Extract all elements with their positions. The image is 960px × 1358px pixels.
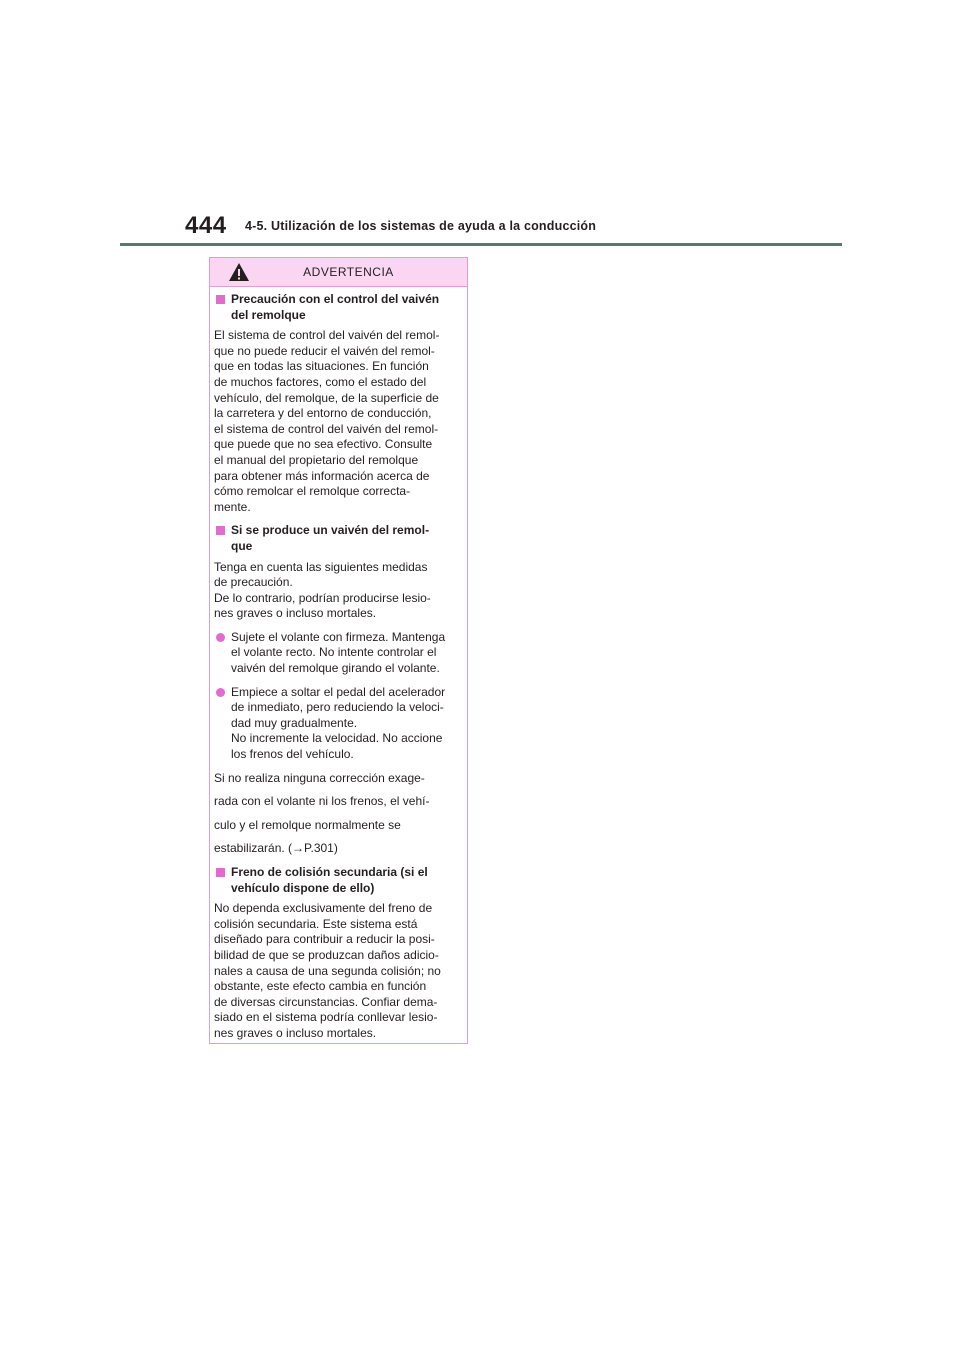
- page-reference[interactable]: estabilizarán. (→P.301): [214, 841, 338, 856]
- square-bullet-icon: [216, 868, 225, 877]
- page-number: 444: [185, 212, 227, 239]
- warning-title: ADVERTENCIA: [303, 265, 394, 279]
- header-rule: [120, 243, 842, 246]
- heading-text: Precaución con el control del vaivén del remolque: [231, 292, 440, 322]
- closing-line: Si no realiza ninguna corrección exage-: [214, 770, 425, 785]
- section-paragraph: Tenga en cuenta las siguientes medidas de precaución. De lo contrario, podrían producirse lesio- nes graves o incluso mortales.: [214, 559, 431, 621]
- section-heading: [214, 865, 463, 896]
- list-item: [214, 630, 463, 677]
- section-paragraph: No dependa exclusivamente del freno de colisión secundaria. Este sistema está diseñado para contribuir a reducir la posi- bilidad de que se produzcan daños adicio- nales a causa de una segunda colisión; no obstante, este efecto cambia en función de diversas circunstancias. Confiar dema- siado en el sistema podría conllevar lesio- nes graves o incluso mortales.: [214, 901, 441, 1040]
- square-bullet-icon: [216, 295, 225, 304]
- circle-bullet-icon: [216, 633, 225, 642]
- list-item: [214, 685, 463, 763]
- square-bullet-icon: [216, 526, 225, 535]
- section-paragraph: El sistema de control del vaivén del remol- que no puede reducir el vaivén del remol- que en todas las situaciones. En función de muchos factores, como el estado del vehículo, del remolque, de la superficie de la carretera y del entorno de conducción, el sistema de control del vaivén del remol- que puede que no sea efectivo. Consulte el manual del propietario del remolque para obtener más información acerca de cómo remolcar el remolque correcta- mente.: [214, 328, 440, 514]
- section-title: 4-5. Utilización de los sistemas de ayuda a la conducción: [245, 219, 597, 233]
- closing-line: rada con el volante ni los frenos, el vehí-: [214, 794, 430, 809]
- warning-body: [210, 287, 467, 1042]
- list-item-text: Sujete el volante con firmeza. Mantenga el volante recto. No intente controlar el vaivén del remolque girando el volante.: [231, 629, 446, 676]
- warning-triangle-icon: [228, 262, 250, 282]
- warning-box: [209, 257, 468, 1044]
- section-heading: [214, 523, 463, 554]
- heading-text: Freno de colisión secundaria (si el vehículo dispone de ello): [231, 865, 428, 895]
- warning-header: [210, 258, 467, 287]
- circle-bullet-icon: [216, 688, 225, 697]
- heading-text: Si se produce un vaivén del remol- que: [231, 523, 430, 553]
- closing-line: culo y el remolque normalmente se: [214, 817, 401, 832]
- list-item-text: Empiece a soltar el pedal del acelerador de inmediato, pero reduciendo la veloci- dad muy gradualmente. No incremente la velocidad. No accione los frenos del vehículo.: [231, 684, 446, 762]
- closing-text: [214, 771, 463, 857]
- section-heading: [214, 292, 463, 323]
